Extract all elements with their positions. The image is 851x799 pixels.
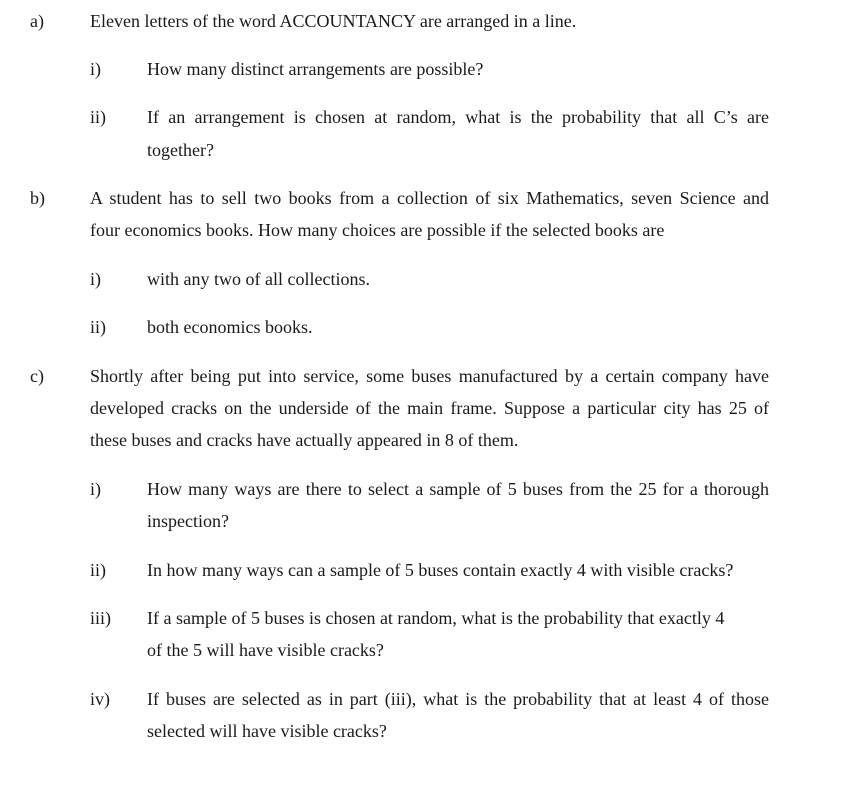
question-stem: A student has to sell two books from a collection of six Mathematics, seven Science and bbox=[90, 188, 769, 208]
part-label: i) bbox=[90, 479, 101, 499]
part-text: both economics books. bbox=[147, 317, 313, 337]
part-text: How many distinct arrangements are possible? bbox=[147, 59, 484, 79]
question-stem: four economics books. How many choices are possible if the selected books are bbox=[90, 220, 665, 240]
part-text: If a sample of 5 buses is chosen at random, what is the probability that exactly 4 bbox=[147, 608, 725, 628]
part-label: iv) bbox=[90, 689, 110, 709]
part-label: ii) bbox=[90, 107, 106, 127]
part-text: How many ways are there to select a sample of 5 buses from the 25 for a thorough bbox=[147, 479, 769, 499]
part-label: ii) bbox=[90, 560, 106, 580]
part-text: inspection? bbox=[147, 511, 229, 531]
part-text: with any two of all collections. bbox=[147, 269, 370, 289]
part-label: i) bbox=[90, 269, 101, 289]
part-text: selected will have visible cracks? bbox=[147, 721, 387, 741]
question-label: a) bbox=[30, 11, 44, 31]
part-text: of the 5 will have visible cracks? bbox=[147, 640, 384, 660]
question-stem: Shortly after being put into service, some buses manufactured by a certain company have bbox=[90, 366, 769, 386]
part-label: iii) bbox=[90, 608, 111, 628]
part-text: If buses are selected as in part (iii), what is the probability that at least 4 of those bbox=[147, 689, 769, 709]
question-stem: Eleven letters of the word ACCOUNTANCY are arranged in a line. bbox=[90, 11, 577, 31]
part-text: If an arrangement is chosen at random, what is the probability that all C’s are bbox=[147, 107, 769, 127]
question-label: c) bbox=[30, 366, 44, 386]
part-text: together? bbox=[147, 140, 214, 160]
part-text: In how many ways can a sample of 5 buses contain exactly 4 with visible cracks? bbox=[147, 560, 734, 580]
question-stem: these buses and cracks have actually appeared in 8 of them. bbox=[90, 430, 519, 450]
part-label: i) bbox=[90, 59, 101, 79]
part-label: ii) bbox=[90, 317, 106, 337]
question-label: b) bbox=[30, 188, 45, 208]
question-stem: developed cracks on the underside of the main frame. Suppose a particular city has 25 of bbox=[90, 398, 769, 418]
